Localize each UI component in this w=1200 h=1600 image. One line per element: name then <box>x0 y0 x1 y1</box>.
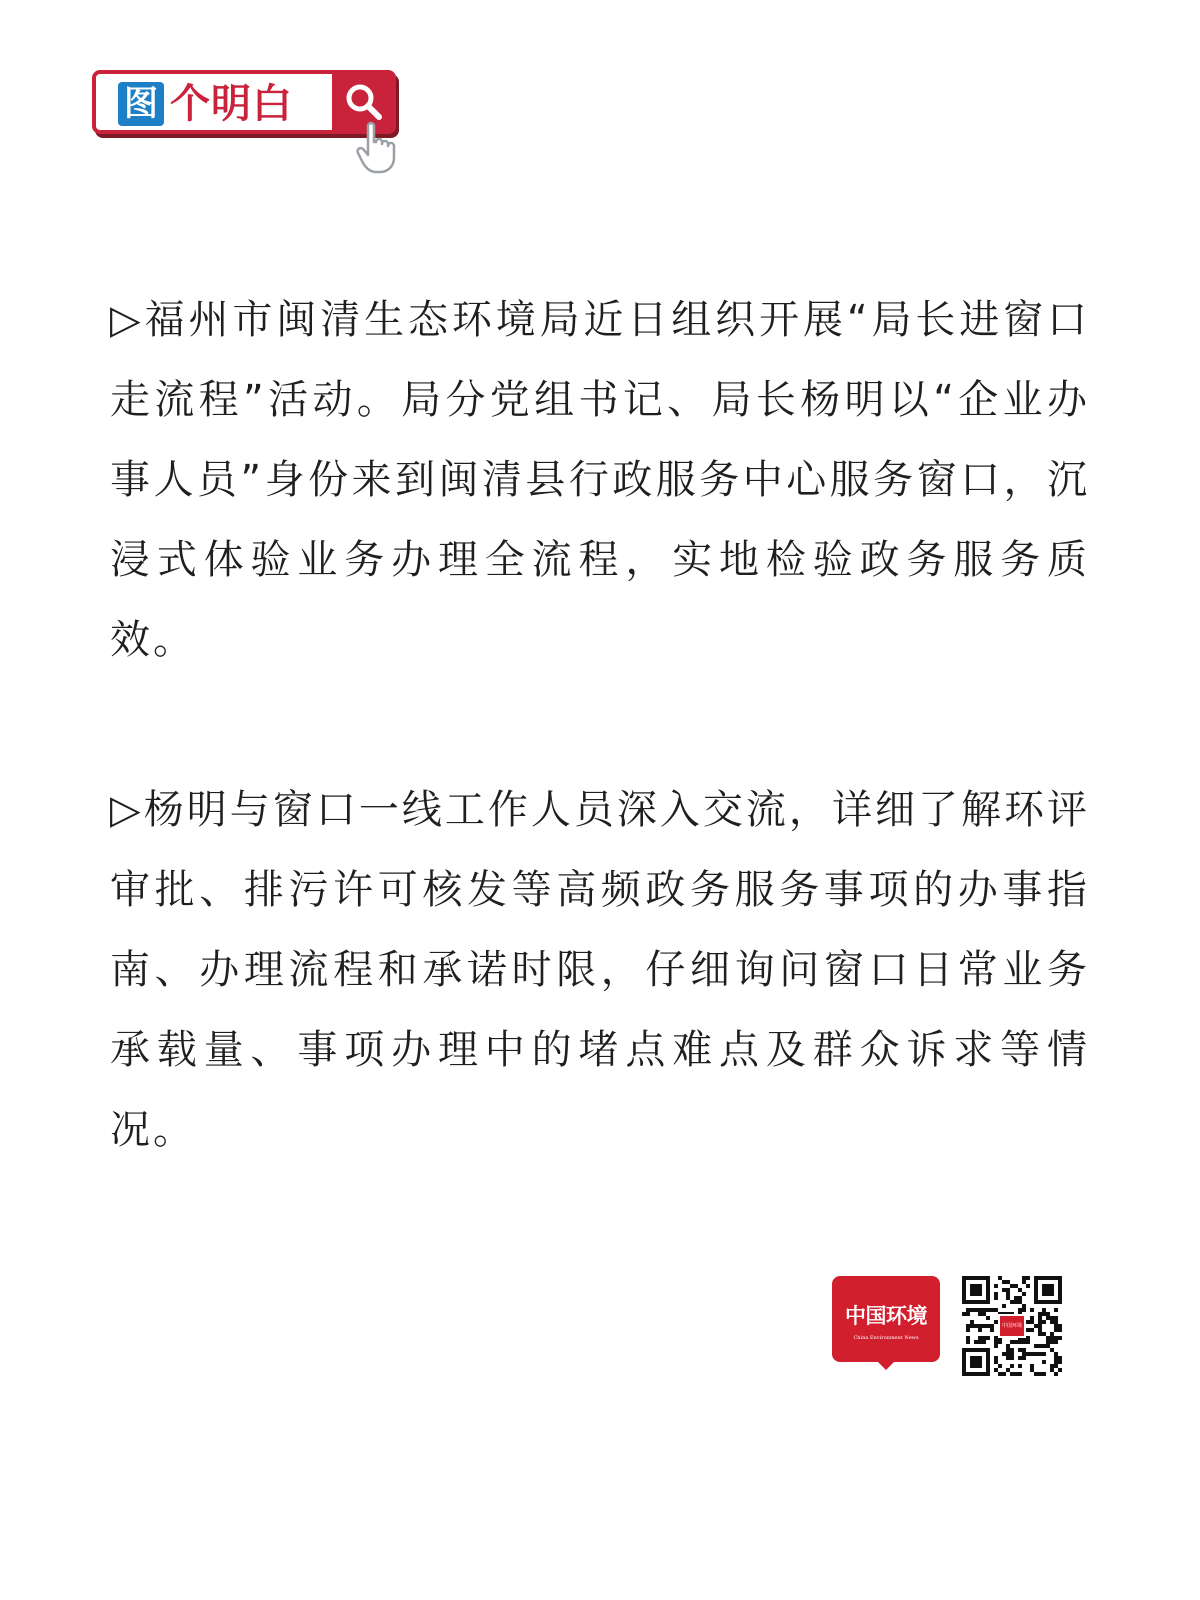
hand-pointer-icon <box>354 120 402 176</box>
brand-logo <box>832 1276 940 1372</box>
paragraph-2: ▷杨明与窗口一线工作人员深入交流，详细了解环评审批、排污许可核发等高频政务服务事项的办事指南、办理流程和承诺时限，仔细询问窗口日常业务承载量、事项办理中的堵点难点及群众诉求等情况。 <box>110 787 1090 1153</box>
badge-title: 个明白 <box>170 81 293 127</box>
search-icon <box>342 80 386 124</box>
brand-name: 中国环境 <box>845 1303 927 1328</box>
qr-center-badge: 中国环境 <box>998 1314 1026 1338</box>
brand-subtitle: China Environment News <box>853 1335 919 1341</box>
header-badge <box>92 70 400 136</box>
paragraph-1: ▷福州市闽清生态环境局近日组织开展“局长进窗口走流程”活动。局分党组书记、局长杨明以“企业办事人员”身份来到闽清县行政服务中心服务窗口，沉浸式体验业务办理全流程，实地检验政务服务质效。 <box>110 297 1090 663</box>
qr-code <box>962 1276 1062 1376</box>
badge-tu-label: 图 <box>118 82 164 126</box>
brand-logo-tab <box>876 1360 896 1370</box>
